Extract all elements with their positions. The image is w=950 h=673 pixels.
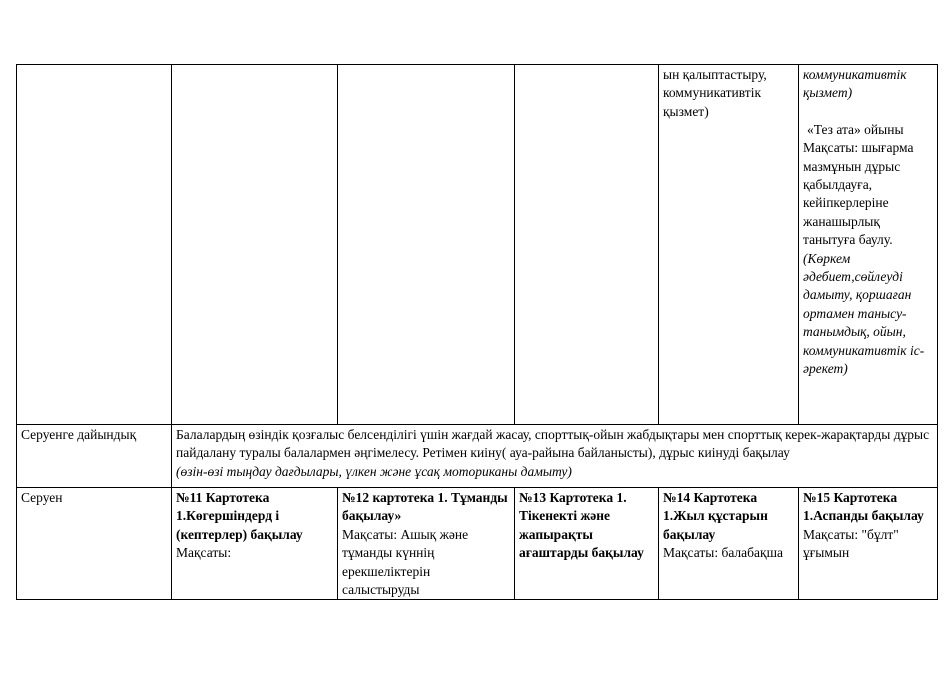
- card-goal: Мақсаты: "бұлт" ұғымын: [803, 526, 899, 561]
- table-cell: [17, 65, 172, 425]
- row-label: Серуен: [17, 488, 172, 600]
- table-cell: [659, 488, 799, 600]
- table-cell: [515, 65, 659, 425]
- card-title: №15 Картотека 1.Аспанды бақылау: [803, 490, 924, 524]
- card-title: №11 Картотека 1.Көгершіндерд і (кептерлер) бақылау: [176, 490, 303, 542]
- activity-areas: (Көркем әдебиет,сөйлеуді дамыту, қоршаған ортамен танысу-танымдық, ойын, коммуникативтік іс-әрекет): [803, 250, 925, 377]
- game-title: «Тез ата» ойыны: [807, 121, 904, 137]
- table-row: [17, 488, 938, 600]
- table-cell: [799, 488, 938, 600]
- table-cell: [172, 65, 338, 425]
- schedule-table: [16, 64, 938, 600]
- table-row: [17, 65, 938, 425]
- table-cell: [172, 425, 938, 488]
- table-row: [17, 425, 938, 488]
- card-title: №13 Картотека 1. Тікенекті және жапырақты ағаштарды бақылау: [519, 490, 644, 561]
- card-goal: Мақсаты: балабақша: [663, 545, 783, 561]
- cell-text-italic: (өзін-өзі тыңдау дағдылары, үлкен және ұсақ моториканы дамыту): [176, 463, 572, 479]
- table-cell: [338, 65, 515, 425]
- table-cell: ын қалыптастыру, коммуникативтік қызмет): [659, 65, 799, 425]
- card-goal: Мақсаты: Ашық және тұманды күннің ерекшеліктерін салыстыруды: [342, 526, 469, 598]
- table-cell: [338, 488, 515, 600]
- card-title: №12 картотека 1. Тұманды бақылау»: [342, 490, 508, 524]
- table-cell: [799, 65, 938, 425]
- table-cell: [515, 488, 659, 600]
- card-title: №14 Картотека 1.Жыл құстарын бақылау: [663, 490, 768, 542]
- card-goal: Мақсаты:: [176, 545, 232, 561]
- row-label: Серуенге дайындық: [17, 425, 172, 488]
- table-cell: [172, 488, 338, 600]
- game-goal: Мақсаты: шығарма мазмұнын дұрыс қабылдауға, кейіпкерлеріне жанашырлық танытуға баулу.: [803, 140, 914, 248]
- cell-text: Балалардың өзіндік қозғалыс белсенділігі үшін жағдай жасау, спорттық-ойын жабдықтары мен спорттық керек-жарақтарды дұрыс пайдалану туралы балалармен әңгімелесу. Ретімен киіну( ауа-райына байланысты), дұрыс киінуді бақылау: [176, 427, 930, 461]
- cell-text-italic: коммуникативтік қызмет): [803, 67, 907, 101]
